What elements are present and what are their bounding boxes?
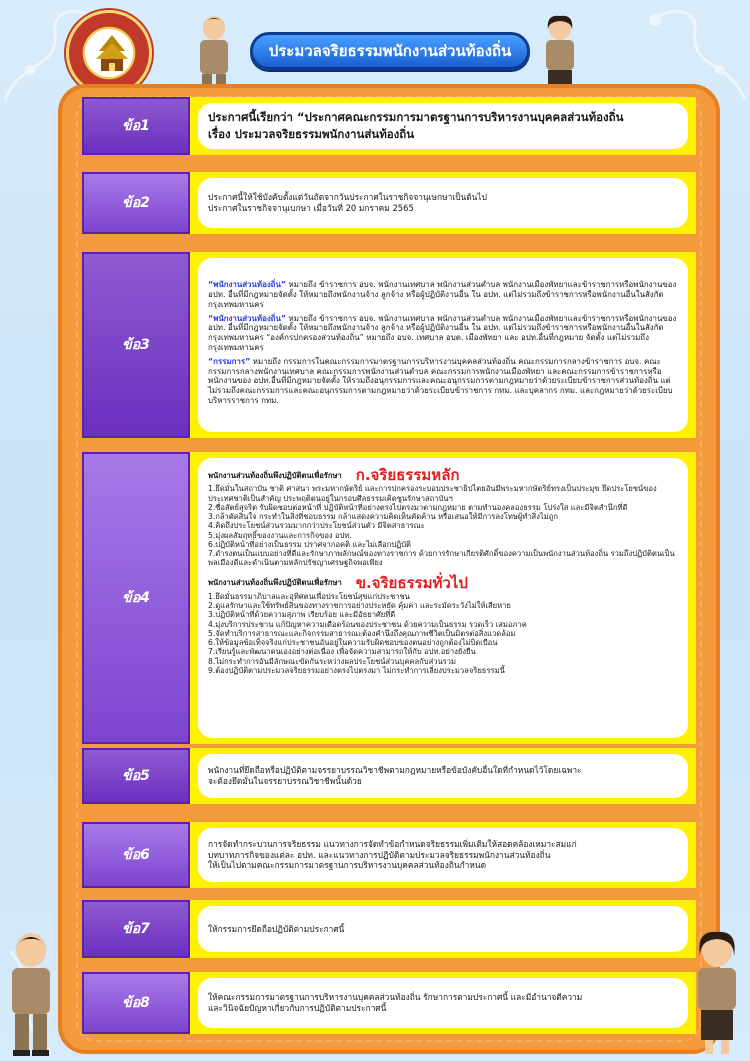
core-ethics-list	[208, 484, 678, 567]
clause-label: ข้อ8	[82, 972, 190, 1034]
clause-3	[82, 252, 696, 438]
clause-text: ให้คณะกรรมการมาตรฐานการบริหารงานบุคคลส่วนท้องถิ่น รักษาการตามประกาศนี้ และมีอำนาจตีความ และวินิจฉัยปัญหาเกี่ยวกับการปฏิบัติตามประกาศนี้	[198, 978, 688, 1028]
clause-text: การจัดทำกระบวนการจริยธรรม แนวทางการจัดทำข้อกำหนดจริยธรรมเพิ่มเติมให้สอดคล้องเหมาะสมแก่ บทบาทภารกิจของแต่ละ อปท. และแนวทางการปฏิบัติตามประมวลจริยธรรมพนักงานส่วนท้องถิ่น ให้เป็นไปตามคณะกรรมการมาตรฐานการบริหารงานบุคคลส่วนท้องถิ่นกำหนด	[198, 828, 688, 882]
clause-text: พนักงานที่ยึดถือหรือปฏิบัติตามจรรยาบรรณวิชาชีพตามกฎหมายหรือข้อบังคับอื่นใดที่กำหนดไว้โดยเฉพาะ จะต้องยึดมั่นในจรรยาบรรณวิชาชีพนั้นด้วย	[198, 754, 688, 798]
list-item: 9.ต้องปฏิบัติตามประมวลจริยธรรมอย่างตรงไปตรงมา ไม่กระทำการเลี่ยงประมวลจริยธรรมนี้	[208, 665, 505, 675]
clause-8	[82, 972, 696, 1034]
list-item: 5.จัดทำบริการสาธารณะและกิจกรรมสาธารณะต้องคำนึงถึงคุณภาพชีวิตเป็นมิตรต่อสิ่งแวดล้อม	[208, 628, 516, 638]
clause-text: ประกาศนี้เรียกว่า “ประกาศคณะกรรมการมาตรฐานการบริหารงานบุคคลส่วนท้องถิ่น เรื่อง ประมวลจริยธรรมพนักงานส่นท้องถิ่น	[198, 103, 688, 149]
list-item: 7.เรียนรู้และพัฒนาตนเองอย่างต่อเนื่อง เพื่อจัดความสามารถให้กับ อปท.อย่างยั่งยืน	[208, 647, 476, 657]
general-ethics-section: พนักงานส่วนท้องถิ่นพึงปฏิบัติตนเพื่อรักษา ข.จริยธรรมทั่วไป 1.ยึดมั่นธรรมาภิบาลและอุทิศตนเพื่อประโยชน์สุขแก่ประชาชน 2.ดูแลรักษาและใช้ทรัพย์สินของทางราชการอย่างประหยัด คุ้มค่า และระมัดระวังไม่ให้เสียหาย 3.ปฏิบัติหน้าที่ด้วยความสุภาพ เรียบร้อย และมีอัธยาศัยที่ดี 4.มุ่งบริการประชาน แก้ปัญหาความเดือดร้อนของประชาชน ด้วยความเป็นธรรม รวดเร็ว เสมอภาค 5.จัดทำบริการสาธารณะและกิจกรรมสาธารณะต้องคำนึงถึงคุณภาพชีวิตเป็นมิตรต่อสิ่งแวดล้อม 6.ให้ข้อมูลข้อเท็จจริงแก่ประชาชนอันอยู่ในความรับผิดชอบของตนอย่างถูกต้องไม่บิดเบือน 7.เรียนรู้และพัฒนาตนเองอย่างต่อเนื่อง เพื่อจัดความสามารถให้กับ อปท.อย่างยั่งยืน 8.ไม่กระทำการอันมีลักษณะขัดกันระหว่างผลประโยชน์ส่วนบุคคลกับส่วนรวม 9.ต้องปฏิบัติตามประมวลจริยธรรมอย่างตรงไปตรงมา ไม่กระทำการเลี่ยงประมวลจริยธรรมนี้	[208, 574, 678, 676]
list-item: 6.ให้ข้อมูลข้อเท็จจริงแก่ประชาชนอันอยู่ในความรับผิดชอบของตนอย่างถูกต้องไม่บิดเบือน	[208, 638, 498, 648]
clause-label: ข้อ2	[82, 172, 190, 234]
clause-text: “พนักงานส่วนท้องถิ่น” หมายถึง ข้าราชการ อบจ. พนักงานเทศบาล พนักงานส่วนตำบล พนักงานเมืองพัทยาและข้าราชการหรือพนักงานของ อปท. อื่นที่มีกฎหมายจัดตั้ง ให้หมายถึงพนักงานจ้าง ลูกจ้าง หรือผู้ปฏิบัติงานอื่น ใน อปท. แต่ไม่รวมถึงข้าราชการหรือพนักงานอื่นในสังกัดกรุงเทพมหานคร “พนักงานส่วนท้องถิ่น” หมายถึง ข้าราชการ อบจ. พนักงานเทศบาล พนักงานส่วนตำบล พนักงานเมืองพัทยาและข้าราชการหรือพนักงานของ อปท. อื่นที่มีกฎหมายจัดตั้ง ให้หมายถึงพนักงานจ้าง ลูกจ้าง หรือผู้ปฏิบัติงานอื่น ใน อปท. แต่ไม่รวมถึงข้าราชการหรือพนักงานอื่นในสังกัดกรุงเทพมหานคร “องค์กรปกครองส่วนท้องถิ่น” หมายถึง อบจ. เทศบาล อบต. เมืองพัทยา และ อปท.อื่นที่กฎหมาย จัดตั้ง แต่ไม่รวมถึงกรุงเทพมหานคร “กรรมการ” หมายถึง กรรมการในคณะกรรมการมาตรฐานการบริหารงานบุคคลส่วนท้องถิ่น คณะกรรมการกลางข้าราชการ อบจ. คณะกรรมการกลางพนักงานเทศบาล คณะกรรมการพนักงานส่วนตำบล คณะกรรมการพนักงานเมืองพัทยา และคณะกรรมการข้าราชการหรือพนักงานของ อปท.อื่นที่มีกฎหมายจัดตั้ง ให้รวมถึงอนุกรรมการและคณะอนุกรรมการตามกฎหมายว่าด้วยระเบียบข้าราชการส่วนท้องถิ่น แต่ไม่รวมถึงคณะกรรมการและคณะอนุกรรมการตามกฎหมายว่าด้วยระเบียบข้าราชการ กทม. และบุคลากร กทม. และกฎหมายว่าด้วยระเบียบบริหารราชการ กทม.	[198, 258, 688, 432]
clause-5	[82, 748, 696, 804]
list-item: 2.ดูแลรักษาและใช้ทรัพย์สินของทางราชการอย่างประหยัด คุ้มค่า และระมัดระวังไม่ให้เสียหาย	[208, 601, 511, 611]
clause-text: ให้กรรมการยึดถือปฏิบัติตามประกาศนี้	[198, 906, 688, 952]
male-officer-illustration-bottom	[2, 930, 60, 1058]
clause-6	[82, 822, 696, 888]
section-title: ข.จริยธรรมทั่วไป	[355, 573, 468, 592]
clause-label: ข้อ4	[82, 452, 190, 744]
clause-label: ข้อ3	[82, 252, 190, 438]
list-item: 3.กล้าตัดสินใจ กระทำในสิ่งที่ชอบธรรม กล้าแสดงความคิดเห็นคัดค้าน หรือเสนอให้มีการลงโทษผู้ทำสิ่งไม่ถูก	[208, 512, 558, 522]
clause-2	[82, 172, 696, 234]
clause-text	[198, 458, 688, 738]
clause-4	[82, 452, 696, 744]
section-title: ก.จริยธรรมหลัก	[355, 466, 460, 484]
page-title: ประมวลจริยธรรมพนักงานส่วนท้องถิ่น	[250, 32, 530, 70]
clause-label: ข้อ6	[82, 822, 190, 888]
list-item: 4.มุ่งบริการประชาน แก้ปัญหาความเดือดร้อนของประชาชน ด้วยความเป็นธรรม รวดเร็ว เสมอภาค	[208, 619, 527, 629]
clause-label: ข้อ7	[82, 900, 190, 958]
list-item: 1.ยึดมั่นธรรมาภิบาลและอุทิศตนเพื่อประโยชน์สุขแก่ประชาชน	[208, 591, 410, 601]
clause-label: ข้อ5	[82, 748, 190, 804]
list-item: 7.ดำรงตนเป็นแบบอย่างที่ดีและรักษาภาพลักษณ์ของทางราชการ ด้วยการรักษาเกียรติศักดิ์ของความเป็นพนักงานส่วนท้องถิ่น รวมถึงปฏิบัติตนเป็นพลเมืองดีและดำเนินตามหลักปรัชญาเศรษฐกิจพอเพียง	[208, 549, 675, 568]
list-item: 2.ซื่อสัตย์สุจริต รับผิดชอบต่อหน้าที่ ปฏิบัติหน้าที่อย่างตรงไปตรงมาตามกฎหมาย ตามทำนองคลองธรรม โปร่งใส และมีจิตสำนึกที่ดี	[208, 502, 628, 512]
clause-text: ประกาศนี้ให้ใช้บังคับตั้งแต่วันถัดจากวันประกาศในราชกิจจานุเษกษาเป็นต้นไป ประกาศในราชกิจจานุเบกษา เมื่อวันที่ 20 มกราคม 2565	[198, 178, 688, 228]
general-ethics-list	[208, 592, 678, 675]
female-officer-illustration-bottom	[688, 930, 746, 1058]
list-item: 3.ปฏิบัติหน้าที่ด้วยความสุภาพ เรียบร้อย และมีอัธยาศัยที่ดี	[208, 610, 396, 620]
list-item: 5.มุ่งผลสัมฤทธิ์ของงานและการกิจของ อปท.	[208, 530, 352, 540]
temple-icon	[93, 33, 131, 73]
clause-7	[82, 900, 696, 958]
list-item: 1.ยึดมั่นในสถาบัน ชาติ ศาสนา พระมหากษัตริย์ และการปกครองระบอบประชาธิปไตยอันมีพระมหากษัตริย์ทรงเป็นประมุข ยึดประโยชน์ของประเทศชาติเป็นสำคัญ ประพฤติตนอยู่ในกรอบศีลธรรมเคิดชูนรักษาสถาบันฯ	[208, 484, 657, 503]
list-item: 8.ไม่กระทำการอันมีลักษณะขัดกันระหว่างผลประโยชน์ส่วนบุคคลกับส่วนรวม	[208, 656, 457, 666]
clause-label: ข้อ1	[82, 97, 190, 155]
list-item: 4.คิดถึงประโยชน์ส่วนรวมมากกว่าประโยชน์ส่วนตัว มีจิตสาธารณะ	[208, 521, 425, 531]
clause-1	[82, 97, 696, 155]
list-item: 6.ปฏิบัติหน้าที่อย่างเป็นธรรม ปราศจากอคติ และไม่เลือกปฏิบัติ	[208, 539, 411, 549]
core-ethics-section: พนักงานส่วนท้องถิ่นพึงปฏิบัติตนเพื่อรักษา ก.จริยธรรมหลัก 1.ยึดมั่นในสถาบัน ชาติ ศาสนา พระมหากษัตริย์ และการปกครองระบอบประชาธิปไตยอันมีพระมหากษัตริย์ทรงเป็นประมุข ยึดประโยชน์ของประเทศชาติเป็นสำคัญ ประพฤติตนอยู่ในกรอบศีลธรรมเคิดชูนรักษาสถาบันฯ 2.ซื่อสัตย์สุจริต รับผิดชอบต่อหน้าที่ ปฏิบัติหน้าที่อย่างตรงไปตรงมาตามกฎหมาย ตามทำนองคลองธรรม โปร่งใส และมีจิตสำนึกที่ดี 3.กล้าตัดสินใจ กระทำในสิ่งที่ชอบธรรม กล้าแสดงความคิดเห็นคัดค้าน หรือเสนอให้มีการลงโทษผู้ทำสิ่งไม่ถูก 4.คิดถึงประโยชน์ส่วนรวมมากกว่าประโยชน์ส่วนตัว มีจิตสาธารณะ 5.มุ่งผลสัมฤทธิ์ของงานและการกิจของ อปท. 6.ปฏิบัติหน้าที่อย่างเป็นธรรม ปราศจากอคติ และไม่เลือกปฏิบัติ 7.ดำรงตนเป็นแบบอย่างที่ดีและรักษาภาพลักษณ์ของทางราชการ ด้วยการรักษาเกียรติศักดิ์ของความเป็นพนักงานส่วนท้องถิ่น รวมถึงปฏิบัติตนเป็นพลเมืองดีและดำเนินตามหลักปรัชญาเศรษฐกิจพอเพียง	[208, 466, 678, 568]
